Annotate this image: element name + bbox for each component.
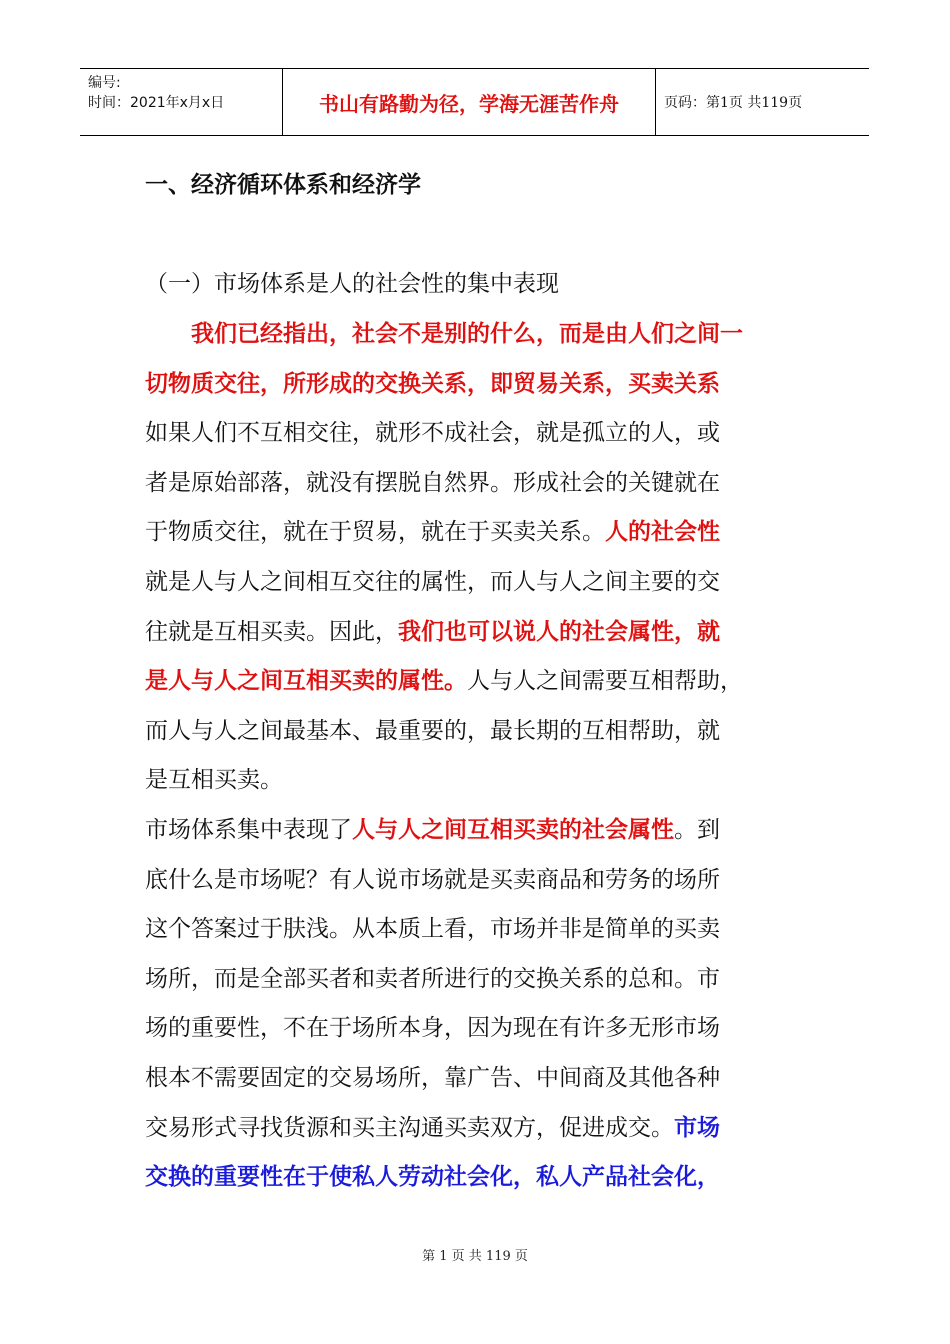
text-line xyxy=(145,713,720,749)
time-label: 时间：2021年x月x日 xyxy=(88,95,225,111)
number-label: 编号: xyxy=(88,75,121,91)
body-text-segment: 。到 xyxy=(674,817,720,843)
section-heading: 一、经济循环体系和经济学 xyxy=(145,172,421,198)
header-motto-cell xyxy=(283,69,656,135)
body-text-segment: 场所，而是全部买者和卖者所进行的交换关系的总和。市 xyxy=(145,965,720,992)
emphasis-red-text: 切物质交往，所形成的交换关系，即贸易关系，买卖关系 xyxy=(145,369,720,397)
text-line xyxy=(145,366,720,402)
emphasis-blue-text: 交换的重要性在于使私人劳动社会化，私人产品社会化， xyxy=(145,1163,720,1191)
motto-text: 书山有路勤为径，学海无涯苦作舟 xyxy=(319,91,619,116)
subsection-heading: （一）市场体系是人的社会性的集中表现 xyxy=(145,271,559,297)
text-line xyxy=(145,961,720,997)
text-line xyxy=(145,862,720,898)
body-text-segment: 往就是互相买卖。因此， xyxy=(145,618,398,645)
page-footer: 第 1 页 共 119 页 xyxy=(422,1249,528,1264)
body-text-segment: 场的重要性，不在于场所本身，因为现在有许多无形市场 xyxy=(145,1015,720,1042)
text-line xyxy=(145,1110,720,1146)
text-line xyxy=(145,465,720,501)
body-text-segment: 而人与人之间最基本、最重要的，最长期的互相帮助，就 xyxy=(145,717,720,744)
header-meta-cell xyxy=(80,69,283,135)
text-line xyxy=(145,1060,720,1096)
page-info: 页码：第1页 共119页 xyxy=(664,95,803,111)
body-text-segment: 市场体系集中表现了 xyxy=(145,817,352,843)
emphasis-blue-text: 市场 xyxy=(674,1113,720,1141)
body-text-segment: 底什么是市场呢？有人说市场就是买卖商品和劳务的场所 xyxy=(145,866,720,893)
text-line xyxy=(145,415,720,451)
text-line xyxy=(145,663,743,699)
body-text-segment: 这个答案过于肤浅。从本质上看，市场并非是简单的买卖 xyxy=(145,916,720,943)
body-text-segment: 者是原始部落，就没有摆脱自然界。形成社会的关键就在 xyxy=(145,469,720,496)
header-page-cell xyxy=(656,69,869,135)
body-text-segment: 如果人们不互相交往，就形不成社会，就是孤立的人，或 xyxy=(145,420,720,447)
body-text-segment: 根本不需要固定的交易场所，靠广告、中间商及其他各种 xyxy=(145,1065,720,1091)
body-text-segment: 人与人之间需要互相帮助， xyxy=(467,668,743,695)
text-line xyxy=(145,564,720,600)
text-line xyxy=(145,1159,720,1195)
text-line xyxy=(145,762,283,798)
emphasis-red-text: 人的社会性 xyxy=(605,518,720,546)
emphasis-red-text: 是人与人之间互相买卖的属性。 xyxy=(145,667,467,695)
body-text-segment: 就是人与人之间相互交往的属性，而人与人之间主要的交 xyxy=(145,569,720,595)
body-text-segment: 是互相买卖。 xyxy=(145,767,283,794)
text-line xyxy=(145,316,743,352)
body-text-segment: 交易形式寻找货源和买主沟通买卖双方，促进成交。 xyxy=(145,1114,674,1141)
text-line xyxy=(145,812,720,848)
text-line xyxy=(145,911,720,947)
text-line xyxy=(145,514,720,550)
header-table xyxy=(80,68,869,136)
emphasis-red-text: 我们也可以说人的社会属性，就 xyxy=(398,617,720,645)
text-line xyxy=(145,1010,720,1046)
text-line xyxy=(145,614,720,650)
emphasis-red-text: 我们已经指出，社会不是别的什么，而是由人们之间一 xyxy=(145,320,743,347)
emphasis-red-text: 人与人之间互相买卖的社会属性 xyxy=(352,816,674,843)
body-text-segment: 于物质交往，就在于贸易，就在于买卖关系。 xyxy=(145,519,605,546)
